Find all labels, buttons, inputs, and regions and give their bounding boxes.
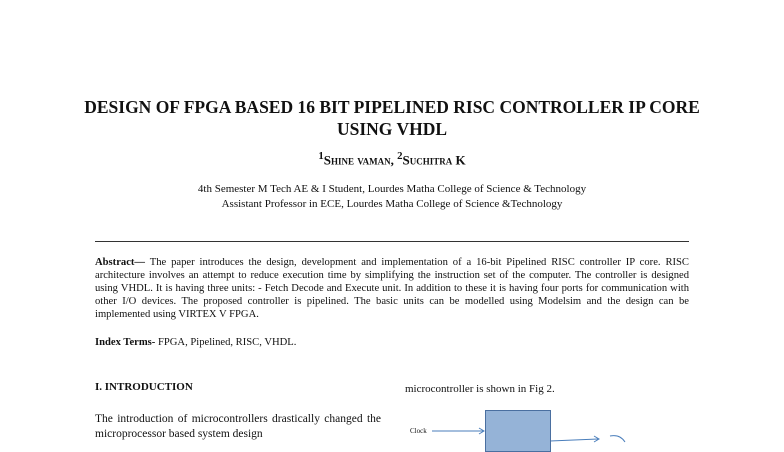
author-sep: , <box>390 152 398 168</box>
author-1: Shine vaman <box>323 152 391 168</box>
paper-title: DESIGN OF FPGA BASED 16 BIT PIPELINED RISC CONTROLLER IP CORE USING VHDL <box>84 97 700 139</box>
abstract <box>95 256 689 321</box>
section-heading: I. INTRODUCTION <box>95 381 193 393</box>
figure-block <box>485 410 551 452</box>
index-terms-text: FPGA, Pipelined, RISC, VHDL. <box>155 337 297 348</box>
figure-clock-label: Clock <box>410 427 427 435</box>
affiliation-2: Assistant Professor in ECE, Lourdes Matha College of Science &Technology <box>221 198 563 210</box>
affiliation-1: 4th Semester M Tech AE & I Student, Lourdes Matha College of Science & Technology <box>197 183 587 195</box>
author-2-sup: 2 <box>397 150 403 162</box>
abstract-label: Abstract— <box>95 257 146 268</box>
index-terms-label: Index Terms- <box>95 337 156 348</box>
intro-text: The introduction of microcontrollers drastically changed the microprocessor based system design <box>95 413 381 440</box>
right-column-text: microcontroller is shown in Fig 2. <box>405 383 555 395</box>
authors <box>0 150 784 168</box>
divider <box>95 241 689 242</box>
author-2: Suchitra K <box>402 152 466 168</box>
abstract-text: The paper introduces the design, development and implementation of a 16-bit Pipelined RISC controller IP core. RISC architecture involves an attempt to reduce execution time by simplifying the instruction set of the computer. The controller is designed using VHDL. It is having three units: - Fetch Decode and Execute unit. In addition to these it is having four ports for communication with other I/O devices. The proposed controller is pipelined. The basic units can be modelled using Modelsim and the design can be implemented using VIRTEX V FPGA. <box>95 257 689 320</box>
author-1-sup: 1 <box>318 150 324 162</box>
index-terms <box>95 337 296 348</box>
